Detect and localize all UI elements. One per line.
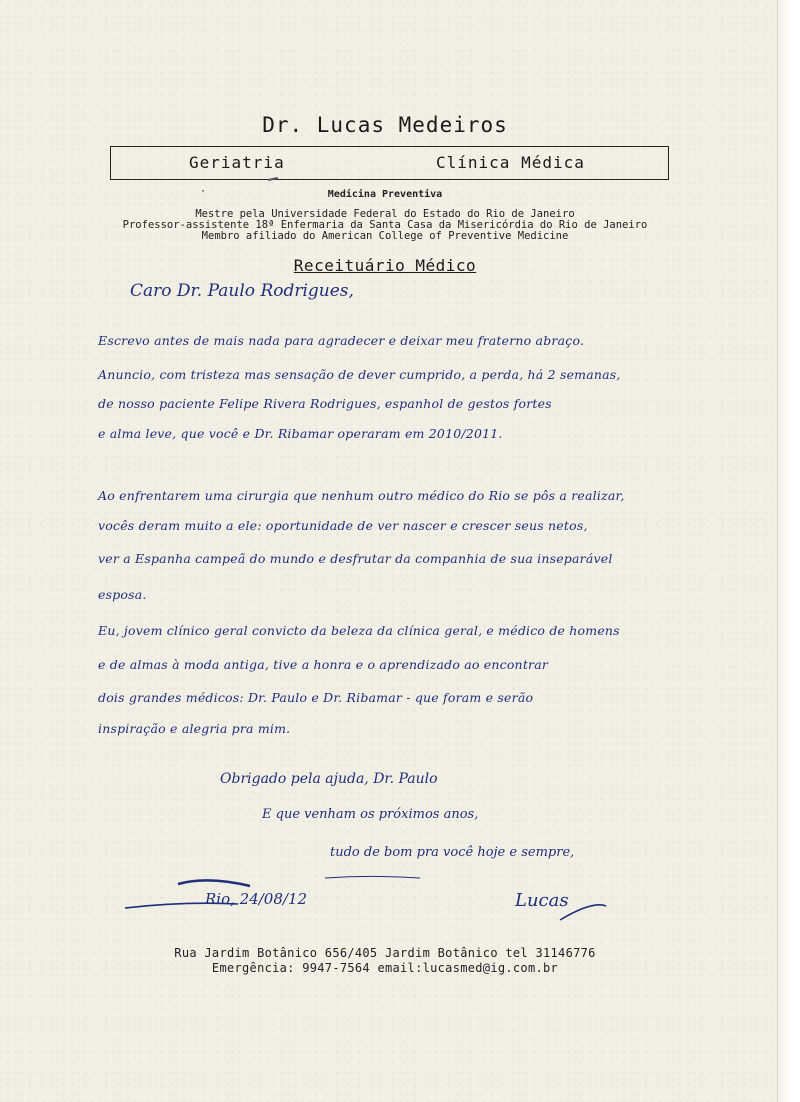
- signature: Lucas: [515, 890, 569, 911]
- footer-address: Rua Jardim Botânico 656/405 Jardim Botânico tel 31146776: [174, 946, 596, 960]
- document-title: Receituário Médico: [293, 256, 477, 275]
- credential-line: Professor-assistente 18ª Enfermaria da Santa Casa da Misericórdia do Rio de Janeiro: [122, 219, 648, 231]
- letter-closing: tudo de bom pra você hoje e sempre,: [330, 845, 575, 860]
- letter-line: e alma leve, que você e Dr. Ribamar operaram em 2010/2011.: [98, 426, 503, 441]
- pen-scribble: [178, 880, 250, 886]
- letter-line: inspiração e alegria pra mim.: [98, 721, 291, 736]
- footer-contact: Emergência: 9947-7564 email:lucasmed@ig.com.br: [211, 961, 559, 975]
- letter-line: esposa.: [98, 587, 147, 602]
- letter-line: Escrevo antes de mais nada para agradecer e deixar meu fraterno abraço.: [98, 333, 585, 348]
- stray-dot: ·: [200, 186, 207, 197]
- letterhead-subtitle: Medicina Preventiva: [327, 189, 443, 200]
- specialty-clinical-medicine: Clínica Médica: [436, 153, 585, 172]
- letter-line: de nosso paciente Felipe Rivera Rodrigues, espanhol de gestos fortes: [98, 396, 552, 411]
- specialty-geriatrics: Geriatria: [189, 153, 285, 172]
- letter-closing: E que venham os próximos anos,: [262, 807, 479, 822]
- letter-line: Anuncio, com tristeza mas sensação de dever cumprido, a perda, há 2 semanas,: [98, 367, 621, 382]
- letter-line: dois grandes médicos: Dr. Paulo e Dr. Ribamar - que foram e serão: [98, 690, 534, 705]
- letter-line: Eu, jovem clínico geral convicto da beleza da clínica geral, e médico de homens: [98, 623, 620, 638]
- letter-line: ver a Espanha campeã do mundo e desfrutar da companhia de sua inseparável: [98, 551, 613, 566]
- pen-underline: [125, 903, 238, 908]
- doctor-name: Dr. Lucas Medeiros: [262, 113, 508, 137]
- letter-line: Ao enfrentarem uma cirurgia que nenhum outro médico do Rio se pôs a realizar,: [98, 488, 625, 503]
- credential-line: Membro afiliado do American College of Preventive Medicine: [201, 230, 569, 242]
- letter-salutation: Caro Dr. Paulo Rodrigues,: [130, 281, 354, 301]
- letter-line: vocês deram muito a ele: oportunidade de ver nascer e crescer seus netos,: [98, 518, 588, 533]
- signature-flourish: [560, 905, 606, 920]
- place-date: Rio, 24/08/12: [205, 890, 308, 908]
- letter-closing: Obrigado pela ajuda, Dr. Paulo: [220, 771, 438, 787]
- closing-underline: [325, 877, 420, 879]
- letter-line: e de almas à moda antiga, tive a honra e o aprendizado ao encontrar: [98, 657, 549, 672]
- credential-line: Mestre pela Universidade Federal do Estado do Rio de Janeiro: [195, 208, 575, 220]
